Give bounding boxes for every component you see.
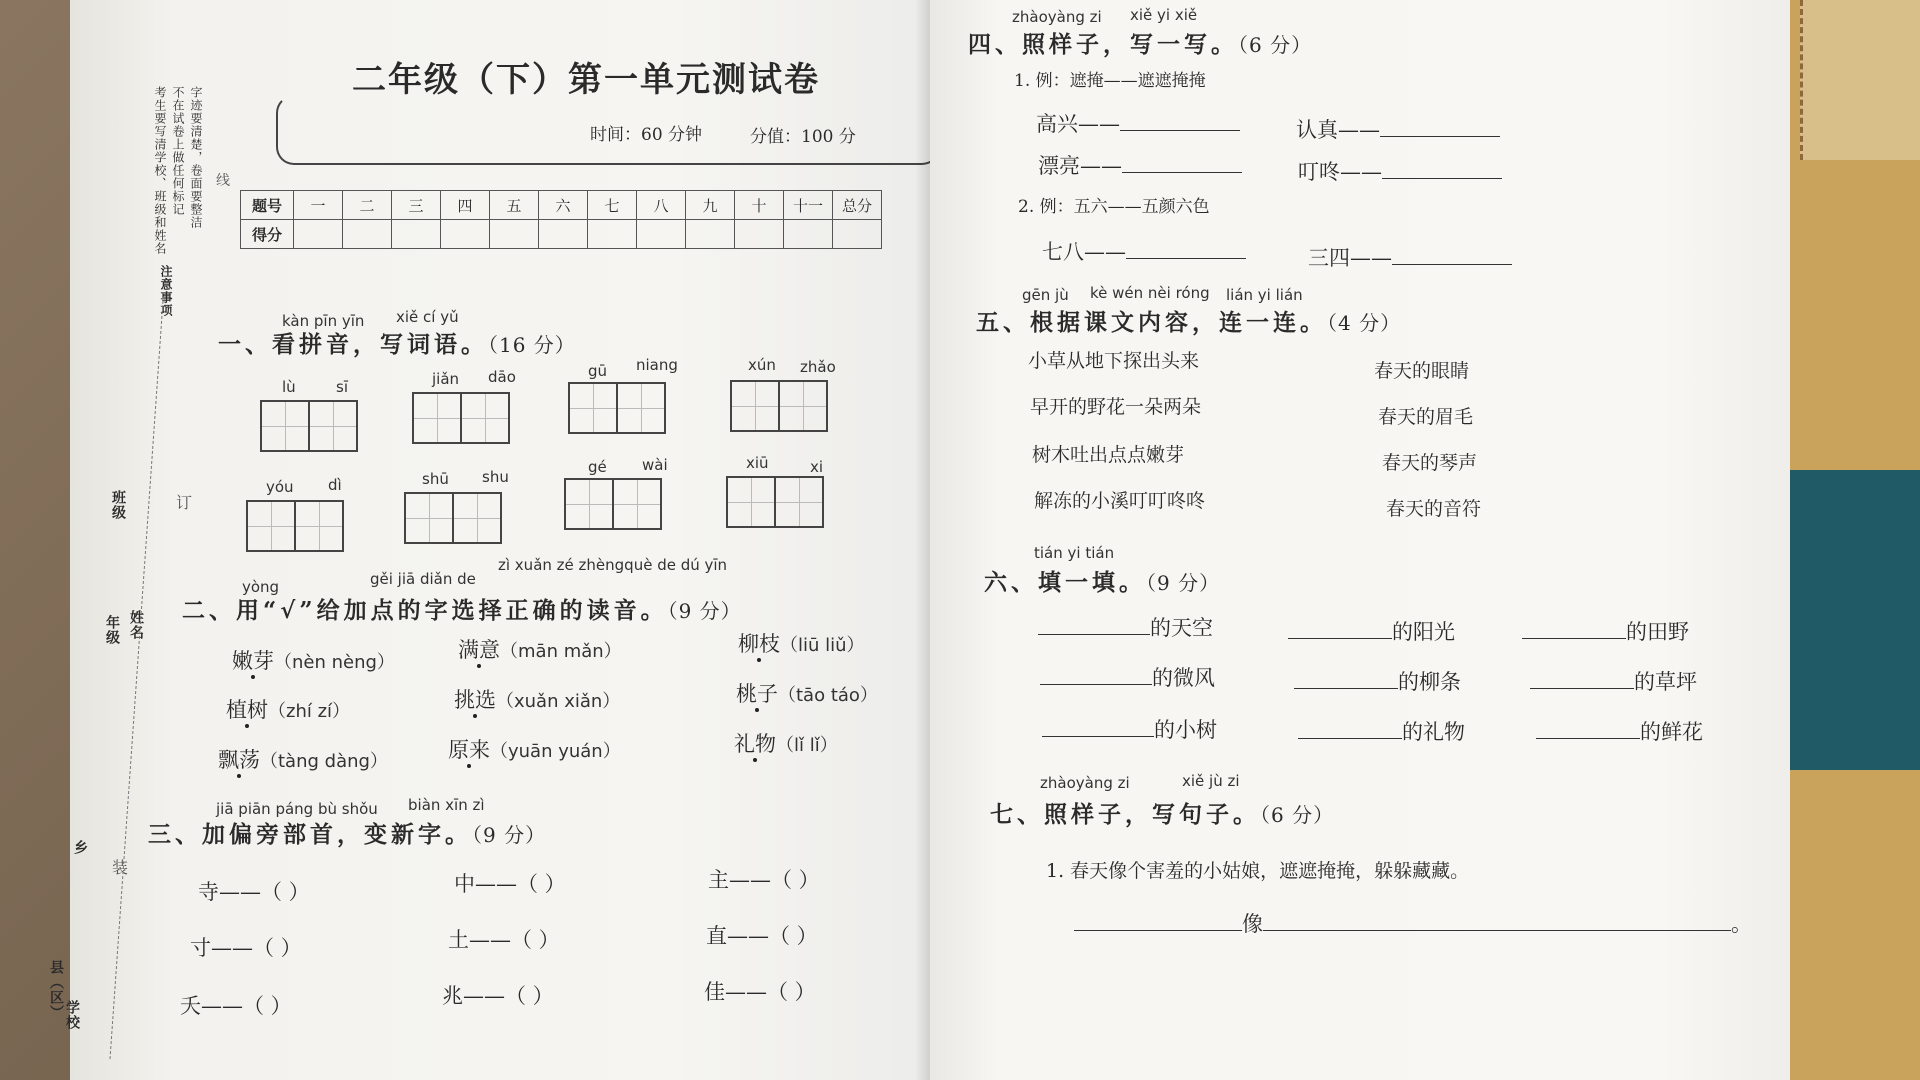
field-school-label: 学校 <box>64 1000 80 1030</box>
sec6-title: 六、填一填。（9 分） <box>984 569 1221 596</box>
sec4-example-2: 2. 例：五六——五颜六色 <box>1018 197 1210 217</box>
score-cell <box>686 220 735 249</box>
sec3-title: 三、加偏旁部首，变新字。（9 分） <box>148 821 547 848</box>
fill-item-5: 的柳条 <box>1294 666 1461 696</box>
score-cell <box>392 220 441 249</box>
sec5-title: 五、根据课文内容，连一连。（4 分） <box>976 309 1402 336</box>
fill-item-3: 的田野 <box>1522 616 1689 646</box>
score-col-3: 三 <box>392 191 441 220</box>
word-pinyin-6b: shu <box>482 468 509 486</box>
score-col-2: 二 <box>343 191 392 220</box>
fill-item-7: 的小树 <box>1042 714 1217 744</box>
field-name-label: 姓名 <box>128 610 144 640</box>
binding-mark-zhuang: 装 <box>112 858 129 877</box>
write-grid-7[interactable] <box>564 478 662 530</box>
fill-item-2: 的阳光 <box>1288 616 1455 646</box>
sec4-example-1: 1. 例：遮掩——遮遮掩掩 <box>1014 71 1206 91</box>
word-pinyin-4a: xún <box>748 356 776 374</box>
score-cell <box>294 220 343 249</box>
word-pinyin-2a: jiǎn <box>432 370 460 388</box>
binding-mark-ding: 订 <box>176 493 193 512</box>
margin-notes-heading: 注意事项 <box>159 265 173 317</box>
radical-item-2: 中——（ ） <box>454 872 566 896</box>
match-left-3: 树木吐出点点嫩芽 <box>1032 444 1185 466</box>
score-cell <box>490 220 539 249</box>
write-grid-1[interactable] <box>260 400 358 452</box>
margin-note-1: 考生要写清学校、班级和姓名 <box>153 86 167 255</box>
radical-item-6: 直——（ ） <box>706 924 818 948</box>
book-cover-cream <box>1800 0 1920 160</box>
score-col-5: 五 <box>490 191 539 220</box>
left-page <box>48 0 930 1080</box>
match-left-2: 早开的野花一朵两朵 <box>1030 396 1202 418</box>
write-grid-3[interactable] <box>568 382 666 434</box>
write-grid-6[interactable] <box>404 492 502 544</box>
score-cell <box>588 220 637 249</box>
reading-item-8: 原来（yuān yuán） <box>448 738 621 762</box>
write-grid-8[interactable] <box>726 476 824 528</box>
word-pinyin-5a: yóu <box>266 478 294 496</box>
word-pinyin-6a: shū <box>422 470 449 488</box>
score-col-4: 四 <box>441 191 490 220</box>
radical-item-1: 寺——（ ） <box>198 880 310 904</box>
binding-line <box>109 301 163 1059</box>
sec2-title: 二、用“√”给加点的字选择正确的读音。（9 分） <box>182 597 742 624</box>
score-cell <box>833 220 882 249</box>
word-pinyin-8a: xiū <box>746 454 769 472</box>
word-pinyin-4b: zhǎo <box>800 358 836 376</box>
fill-item-4: 的微风 <box>1040 662 1215 692</box>
score-col-9: 九 <box>686 191 735 220</box>
sec4-title: 四、照样子，写一写。（6 分） <box>968 31 1313 58</box>
sec1-title: 一、看拼音，写词语。（16 分） <box>218 331 576 358</box>
word-pinyin-1b: sī <box>336 378 348 396</box>
ext-item-1: 高兴—— <box>1036 108 1240 138</box>
score-col-1: 一 <box>294 191 343 220</box>
word-pinyin-5b: dì <box>328 476 342 494</box>
radical-item-9: 佳——（ ） <box>704 980 816 1004</box>
score-col-6: 六 <box>539 191 588 220</box>
word-pinyin-3b: niang <box>636 356 678 374</box>
field-class-label: 班级 <box>110 490 126 520</box>
sec2-pinyin-3: zì xuǎn zé zhèngquè de dú yīn <box>498 556 728 574</box>
reading-item-7: 飘荡（tàng dàng） <box>218 748 388 772</box>
exam-score: 分值：100 分 <box>750 127 856 147</box>
score-cell <box>637 220 686 249</box>
write-grid-2[interactable] <box>412 392 510 444</box>
write-grid-4[interactable] <box>730 380 828 432</box>
right-page <box>930 0 1790 1080</box>
margin-note-2: 不在试卷上做任何标记 <box>171 86 185 216</box>
score-table-row-head: 题号 <box>241 191 294 220</box>
reading-item-5: 挑选（xuǎn xiǎn） <box>454 688 621 712</box>
match-right-1: 春天的眼睛 <box>1374 360 1470 382</box>
sec2-pinyin-1: yòng <box>242 578 280 596</box>
ext-item-3: 漂亮—— <box>1038 150 1242 180</box>
sec3-pinyin-2: biàn xīn zì <box>408 796 485 814</box>
sec7-pinyin-1: zhàoyàng zi <box>1040 774 1130 792</box>
match-right-4: 春天的音符 <box>1386 498 1482 520</box>
score-col-8: 八 <box>637 191 686 220</box>
sec7-answer-line[interactable]: 像 。 <box>1074 908 1752 938</box>
score-cell <box>784 220 833 249</box>
sec3-pinyin-1: jiā piān páng bù shǒu <box>216 800 378 818</box>
reading-item-9: 礼物（lǐ lǐ） <box>734 732 838 756</box>
score-col-total: 总分 <box>833 191 882 220</box>
match-left-4: 解冻的小溪叮叮咚咚 <box>1034 490 1206 512</box>
ext-item-4: 叮咚—— <box>1298 156 1502 186</box>
match-right-3: 春天的琴声 <box>1382 452 1478 474</box>
sec1-pinyin-1: kàn pīn yīn <box>282 312 365 330</box>
word-pinyin-2b: dāo <box>488 368 516 386</box>
margin-note-3: 字迹要清楚，卷面要整洁 <box>189 86 203 229</box>
reading-item-4: 植树（zhí zí） <box>226 698 351 722</box>
radical-item-7: 夭——（ ） <box>180 994 292 1018</box>
reading-item-2: 满意（mān mǎn） <box>458 638 622 662</box>
sec6-pinyin: tián yi tián <box>1034 544 1115 562</box>
radical-item-8: 兆——（ ） <box>442 984 554 1008</box>
match-left-1: 小草从地下探出头来 <box>1028 350 1200 372</box>
score-table <box>240 190 882 249</box>
sec2-pinyin-2: gěi jiā diǎn de <box>370 570 476 588</box>
word-pinyin-1a: lù <box>282 378 296 396</box>
field-county-label: 县（区） <box>48 960 64 1020</box>
sec5-pinyin-3: lián yi lián <box>1226 286 1303 304</box>
sec1-pinyin-2: xiě cí yǔ <box>396 308 459 326</box>
fill-item-6: 的草坪 <box>1530 666 1697 696</box>
score-col-10: 十 <box>735 191 784 220</box>
sec5-pinyin-2: kè wén nèi róng <box>1090 284 1210 302</box>
exam-title: 二年级（下）第一单元测试卷 <box>352 60 820 100</box>
radical-item-3: 主——（ ） <box>708 868 820 892</box>
ext-item-6: 三四—— <box>1308 242 1512 272</box>
sec7-pinyin-2: xiě jù zi <box>1182 772 1240 790</box>
radical-item-5: 土——（ ） <box>448 928 560 952</box>
radical-item-4: 寸——（ ） <box>190 936 302 960</box>
write-grid-5[interactable] <box>246 500 344 552</box>
score-cell <box>539 220 588 249</box>
score-table-row-score: 得分 <box>241 220 294 249</box>
sec4-pinyin-2: xiě yi xiě <box>1130 6 1198 24</box>
word-pinyin-7b: wài <box>642 456 668 474</box>
word-pinyin-7a: gé <box>588 458 607 476</box>
fill-item-9: 的鲜花 <box>1536 716 1703 746</box>
sec7-title: 七、照样子，写句子。（6 分） <box>990 801 1335 828</box>
ext-item-5: 七八—— <box>1042 236 1246 266</box>
score-cell <box>441 220 490 249</box>
sec4-pinyin-1: zhàoyàng zi <box>1012 8 1102 26</box>
score-cell <box>343 220 392 249</box>
field-grade-label: 年级 <box>104 615 120 645</box>
reading-item-3: 柳枝（liū liǔ） <box>738 632 865 656</box>
exam-time: 时间：60 分钟 <box>590 125 703 145</box>
sec7-example: 1. 春天像个害羞的小姑娘，遮遮掩掩，躲躲藏藏。 <box>1046 860 1470 882</box>
score-cell <box>735 220 784 249</box>
sec5-pinyin-1: gēn jù <box>1022 286 1069 304</box>
field-town-label: 乡 <box>72 840 88 855</box>
reading-item-6: 桃子（tāo táo） <box>736 682 878 706</box>
word-pinyin-3a: gū <box>588 362 608 380</box>
score-col-11: 十一 <box>784 191 833 220</box>
score-col-7: 七 <box>588 191 637 220</box>
word-pinyin-8b: xi <box>810 458 824 476</box>
ext-item-2: 认真—— <box>1296 114 1500 144</box>
binding-mark-xian: 线 <box>216 173 230 189</box>
reading-item-1: 嫩芽（nèn nèng） <box>232 649 395 673</box>
match-right-2: 春天的眉毛 <box>1378 406 1474 428</box>
fill-item-8: 的礼物 <box>1298 716 1465 746</box>
fill-item-1: 的天空 <box>1038 612 1213 642</box>
